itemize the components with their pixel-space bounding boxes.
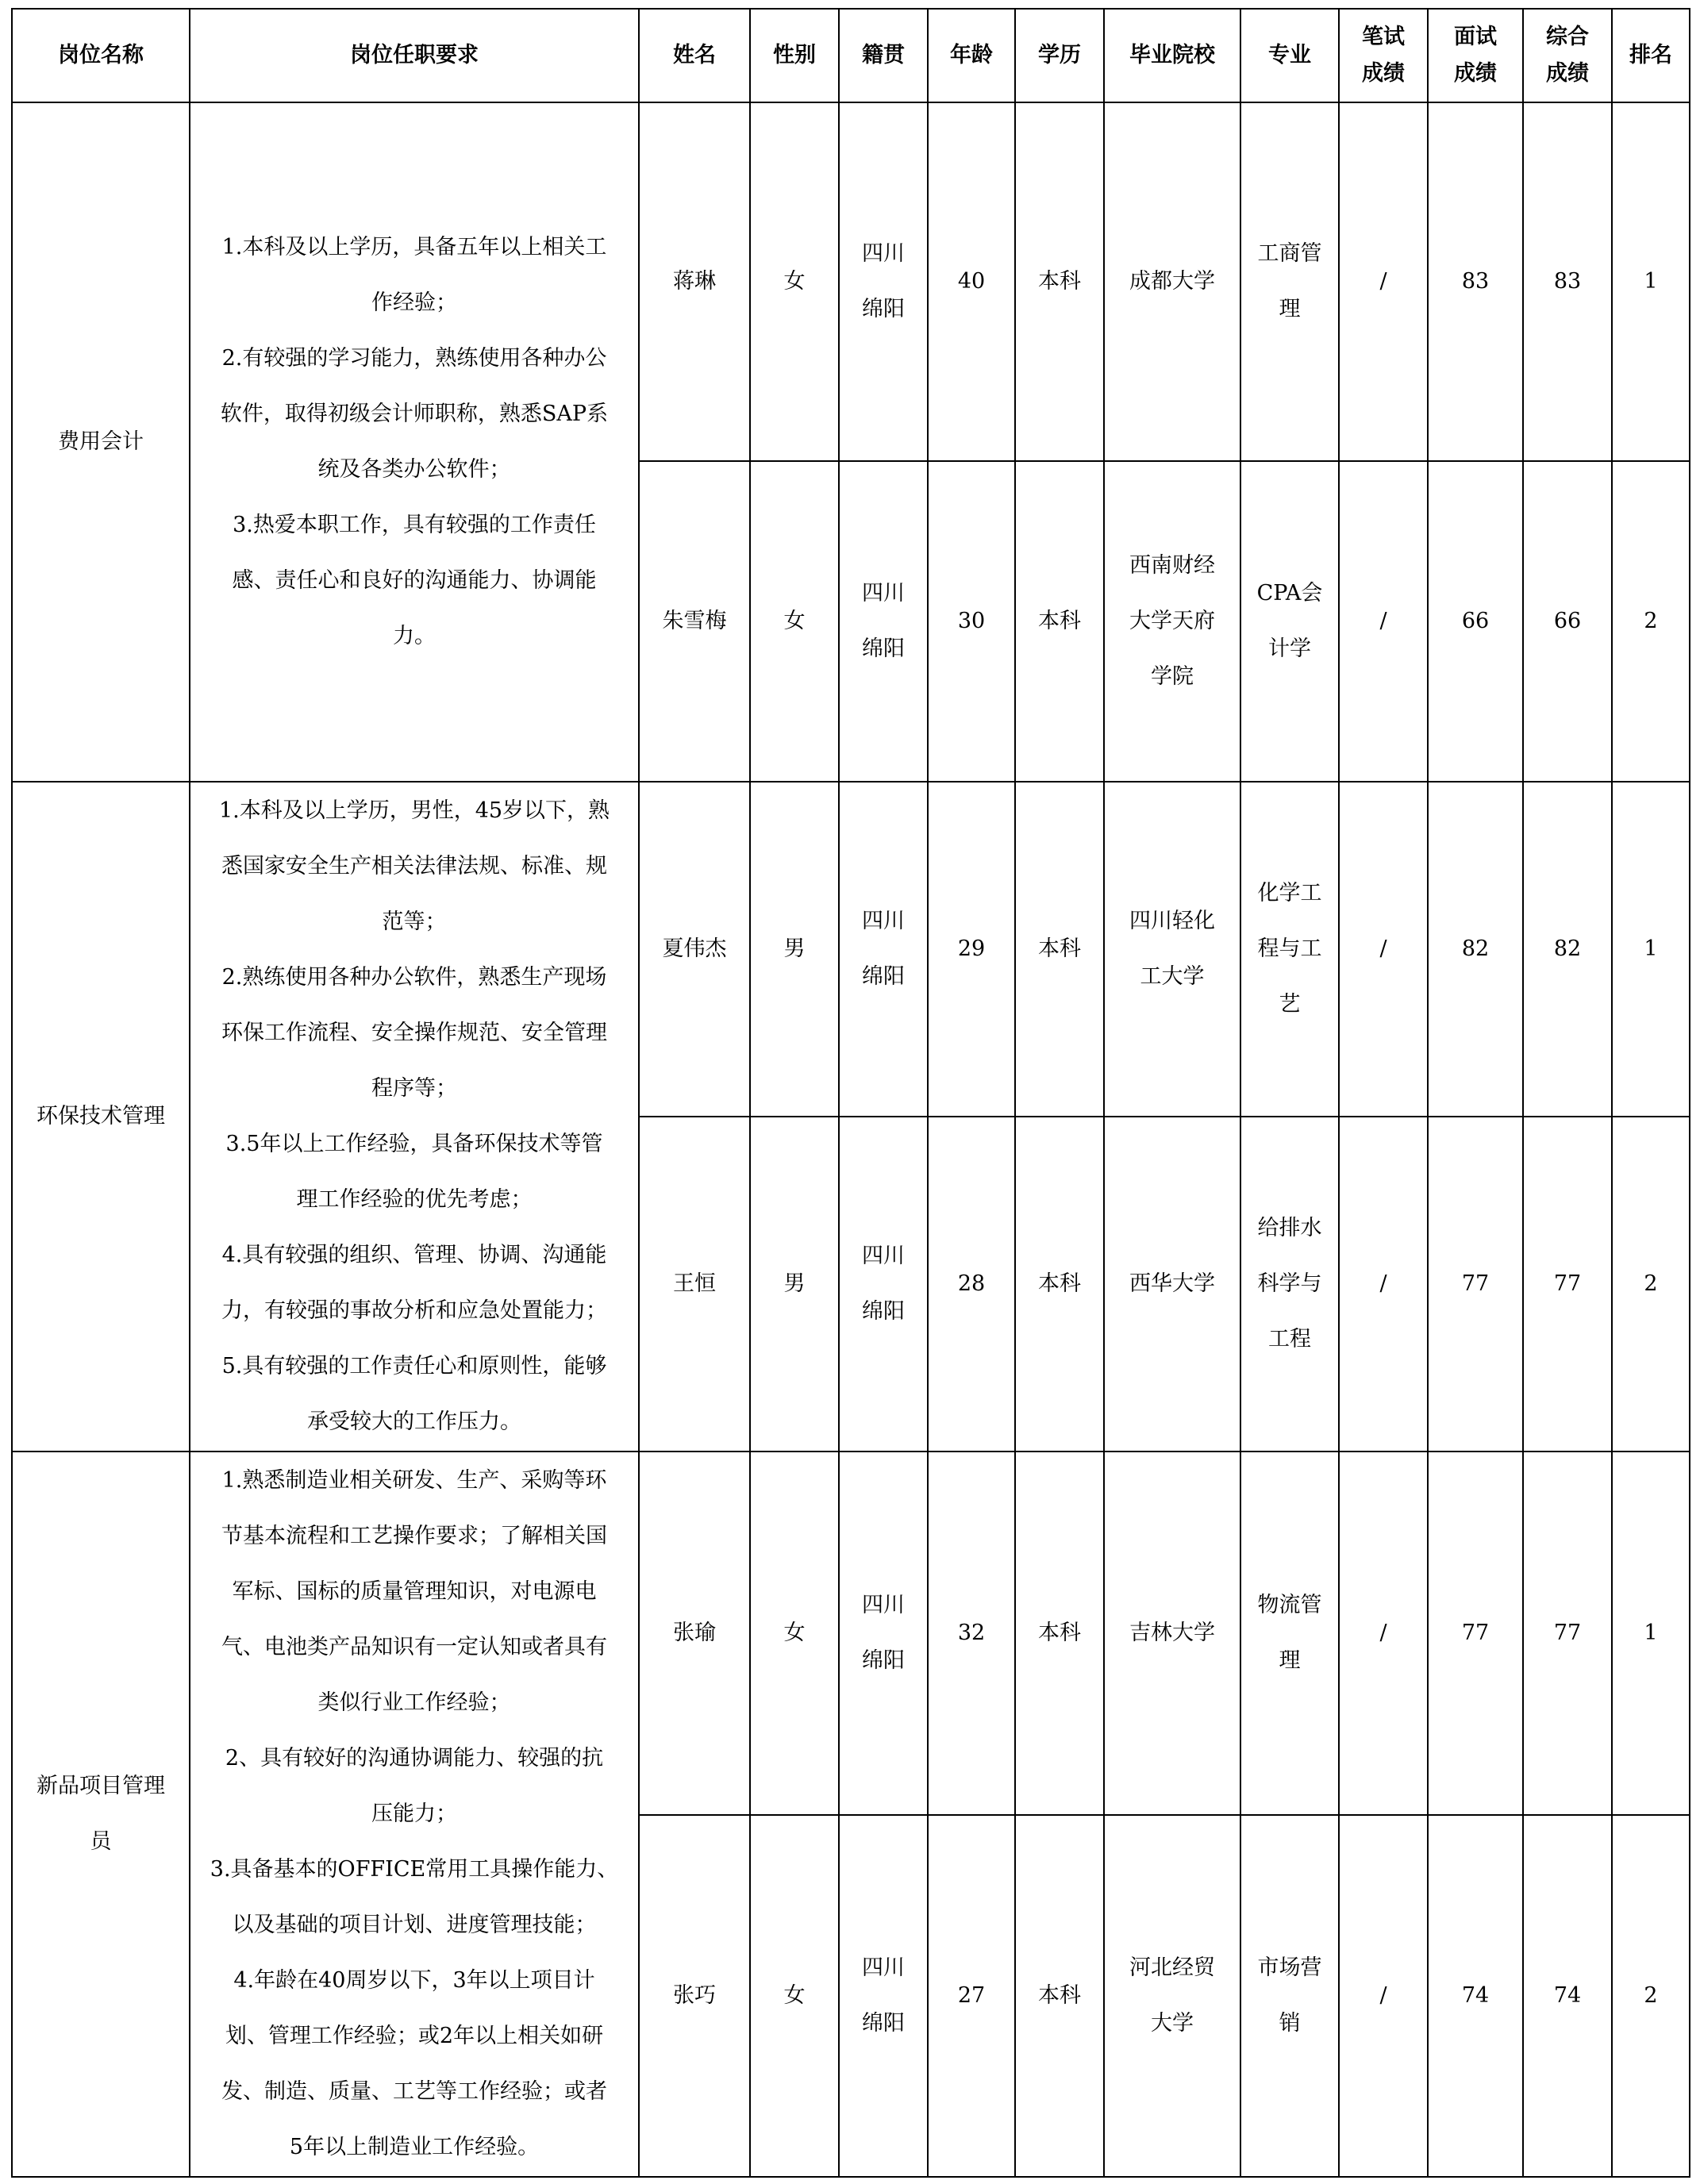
major-cell: [1240, 782, 1339, 1117]
school-line: 西华大学: [1129, 1271, 1215, 1296]
gender-cell: 女: [750, 102, 839, 461]
req-line: 软件，取得初级会计师职称，熟悉SAP系: [220, 402, 609, 426]
req-line: 感、责任心和良好的沟通能力、协调能: [232, 568, 597, 593]
origin-line: 四川: [862, 1593, 905, 1617]
origin-line: 绵阳: [862, 1648, 905, 1673]
req-line: 3.5年以上工作经验，具备环保技术等管: [225, 1132, 603, 1156]
school-line: 成都大学: [1129, 269, 1215, 294]
major-line: 艺: [1279, 992, 1301, 1017]
interview-cell: 74: [1428, 1815, 1523, 2177]
major-line: 销: [1279, 2011, 1301, 2036]
origin-cell: [839, 461, 928, 782]
req-line: 发、制造、质量、工艺等工作经验；或者: [221, 2079, 607, 2104]
name-cell: 张巧: [639, 1815, 750, 2177]
name-cell: 王恒: [639, 1117, 750, 1452]
rank-cell: 1: [1612, 782, 1690, 1117]
col-total-l2: 成绩: [1546, 61, 1589, 86]
table-row: [12, 782, 1690, 1117]
requirements-cell: [190, 782, 639, 1452]
position-line: 员: [90, 1829, 112, 1854]
req-line: 5年以上制造业工作经验。: [289, 2135, 540, 2159]
col-origin: 籍贯: [839, 9, 928, 102]
origin-cell: [839, 1117, 928, 1452]
origin-line: 四川: [862, 1955, 905, 1980]
col-education: 学历: [1015, 9, 1104, 102]
col-rank: 排名: [1612, 9, 1690, 102]
age-cell: 30: [928, 461, 1015, 782]
req-line: 悉国家安全生产相关法律法规、标准、规: [221, 854, 607, 879]
major-cell: [1240, 1117, 1339, 1452]
req-line: 以及基础的项目计划、进度管理技能；: [232, 1913, 597, 1937]
results-table: [11, 8, 1690, 2178]
name-cell: 蒋琳: [639, 102, 750, 461]
position-line: 新品项目管理: [37, 1774, 165, 1798]
written-cell: /: [1339, 102, 1428, 461]
rank-cell: 2: [1612, 461, 1690, 782]
major-line: 市场营: [1257, 1955, 1322, 1980]
req-line: 范等；: [382, 909, 447, 934]
total-cell: 77: [1523, 1452, 1612, 1815]
name-cell: 夏伟杰: [639, 782, 750, 1117]
origin-line: 绵阳: [862, 2011, 905, 2036]
interview-cell: 82: [1428, 782, 1523, 1117]
major-line: 理: [1279, 297, 1301, 321]
major-cell: [1240, 461, 1339, 782]
age-cell: 27: [928, 1815, 1015, 2177]
col-age: 年龄: [928, 9, 1015, 102]
school-cell: [1104, 1452, 1240, 1815]
origin-cell: [839, 102, 928, 461]
req-line: 3.热爱本职工作，具有较强的工作责任: [233, 513, 596, 537]
major-line: 化学工: [1257, 881, 1322, 906]
age-cell: 28: [928, 1117, 1015, 1452]
major-cell: [1240, 1452, 1339, 1815]
education-cell: 本科: [1015, 782, 1104, 1117]
col-name: 姓名: [639, 9, 750, 102]
req-line: 2、具有较好的沟通协调能力、较强的抗: [225, 1746, 604, 1771]
interview-cell: 83: [1428, 102, 1523, 461]
req-line: 作经验；: [371, 290, 457, 315]
education-cell: 本科: [1015, 1815, 1104, 2177]
total-cell: 82: [1523, 782, 1612, 1117]
req-line: 2.熟练使用各种办公软件，熟悉生产现场: [221, 965, 607, 990]
major-line: 给排水: [1257, 1216, 1322, 1240]
school-line: 吉林大学: [1129, 1621, 1215, 1645]
education-cell: 本科: [1015, 1452, 1104, 1815]
school-line: 大学天府: [1129, 609, 1215, 633]
rank-cell: 2: [1612, 1117, 1690, 1452]
school-line: 学院: [1151, 664, 1194, 689]
req-line: 环保工作流程、安全操作规范、安全管理: [221, 1021, 607, 1045]
req-line: 1.本科及以上学历，具备五年以上相关工: [221, 235, 607, 260]
requirements-cell: [190, 102, 639, 782]
school-line: 河北经贸: [1129, 1955, 1215, 1980]
req-line: 气、电池类产品知识有一定认知或者具有: [221, 1635, 607, 1659]
req-line: 力，有较强的事故分析和应急处置能力；: [221, 1298, 607, 1323]
age-cell: 40: [928, 102, 1015, 461]
rank-cell: 2: [1612, 1815, 1690, 2177]
written-cell: /: [1339, 782, 1428, 1117]
major-line: 物流管: [1257, 1593, 1322, 1617]
major-line: 理: [1279, 1648, 1301, 1673]
col-school: 毕业院校: [1104, 9, 1240, 102]
req-line: 4.年龄在40周岁以下，3年以上项目计: [233, 1968, 595, 1993]
origin-line: 绵阳: [862, 636, 905, 661]
origin-cell: [839, 782, 928, 1117]
school-cell: [1104, 1117, 1240, 1452]
origin-line: 四川: [862, 241, 905, 266]
major-line: 程与工: [1257, 936, 1322, 961]
interview-cell: 66: [1428, 461, 1523, 782]
req-line: 承受较大的工作压力。: [307, 1409, 521, 1434]
origin-line: 四川: [862, 581, 905, 606]
req-line: 节基本流程和工艺操作要求；了解相关国: [221, 1524, 607, 1548]
position-cell: 费用会计: [12, 102, 190, 782]
gender-cell: 男: [750, 1117, 839, 1452]
requirements-cell: [190, 1452, 639, 2177]
table-row: [12, 1452, 1690, 1815]
col-requirements: 岗位任职要求: [190, 9, 639, 102]
age-cell: 32: [928, 1452, 1015, 1815]
position-cell: [12, 1452, 190, 2177]
origin-line: 绵阳: [862, 964, 905, 989]
position-cell: 环保技术管理: [12, 782, 190, 1452]
name-cell: 张瑜: [639, 1452, 750, 1815]
rank-cell: 1: [1612, 1452, 1690, 1815]
col-total-l1: 综合: [1546, 25, 1589, 49]
req-line: 4.具有较强的组织、管理、协调、沟通能: [221, 1243, 607, 1267]
origin-line: 四川: [862, 1244, 905, 1268]
major-cell: [1240, 1815, 1339, 2177]
name-cell: 朱雪梅: [639, 461, 750, 782]
req-line: 类似行业工作经验；: [317, 1690, 511, 1715]
school-cell: [1104, 1815, 1240, 2177]
req-line: 划、管理工作经验；或2年以上相关如研: [225, 2024, 604, 2048]
col-interview: [1428, 9, 1523, 102]
school-line: 四川轻化: [1129, 909, 1215, 933]
req-line: 理工作经验的优先考虑；: [296, 1187, 533, 1212]
header-row: [12, 9, 1690, 102]
school-cell: [1104, 782, 1240, 1117]
total-cell: 74: [1523, 1815, 1612, 2177]
req-line: 1.本科及以上学历，男性，45岁以下，熟: [218, 798, 610, 823]
origin-line: 绵阳: [862, 297, 905, 321]
origin-cell: [839, 1815, 928, 2177]
education-cell: 本科: [1015, 461, 1104, 782]
col-position: 岗位名称: [12, 9, 190, 102]
gender-cell: 男: [750, 782, 839, 1117]
written-cell: /: [1339, 1815, 1428, 2177]
total-cell: 66: [1523, 461, 1612, 782]
total-cell: 77: [1523, 1117, 1612, 1452]
age-cell: 29: [928, 782, 1015, 1117]
gender-cell: 女: [750, 461, 839, 782]
req-line: 力。: [393, 624, 436, 648]
col-major: 专业: [1240, 9, 1339, 102]
req-line: 统及各类办公软件；: [317, 457, 511, 482]
req-line: 3.具备基本的OFFICE常用工具操作能力、: [210, 1857, 619, 1882]
gender-cell: 女: [750, 1815, 839, 2177]
school-line: 西南财经: [1129, 553, 1215, 578]
col-written: [1339, 9, 1428, 102]
req-line: 5.具有较强的工作责任心和原则性，能够: [221, 1354, 607, 1378]
major-line: 科学与: [1257, 1271, 1322, 1296]
req-line: 压能力；: [371, 1801, 457, 1826]
origin-cell: [839, 1452, 928, 1815]
req-line: 2.有较强的学习能力，熟练使用各种办公: [221, 346, 607, 371]
col-written-l1: 笔试: [1362, 25, 1405, 49]
school-cell: [1104, 461, 1240, 782]
major-line: 工商管: [1257, 241, 1322, 266]
origin-line: 绵阳: [862, 1299, 905, 1324]
major-line: CPA会: [1256, 581, 1323, 606]
col-gender: 性别: [750, 9, 839, 102]
school-cell: [1104, 102, 1240, 461]
school-line: 工大学: [1140, 964, 1205, 989]
interview-cell: 77: [1428, 1452, 1523, 1815]
written-cell: /: [1339, 1117, 1428, 1452]
school-line: 大学: [1151, 2011, 1194, 2036]
table-row: [12, 102, 1690, 461]
col-interview-l1: 面试: [1454, 25, 1497, 49]
written-cell: /: [1339, 461, 1428, 782]
col-total: [1523, 9, 1612, 102]
origin-line: 四川: [862, 909, 905, 933]
col-written-l2: 成绩: [1362, 61, 1405, 86]
req-line: 1.熟悉制造业相关研发、生产、采购等环: [221, 1468, 607, 1493]
rank-cell: 1: [1612, 102, 1690, 461]
interview-cell: 77: [1428, 1117, 1523, 1452]
education-cell: 本科: [1015, 1117, 1104, 1452]
education-cell: 本科: [1015, 102, 1104, 461]
written-cell: /: [1339, 1452, 1428, 1815]
total-cell: 83: [1523, 102, 1612, 461]
major-line: 工程: [1268, 1327, 1311, 1352]
req-line: 程序等；: [371, 1076, 457, 1101]
major-cell: [1240, 102, 1339, 461]
major-line: 计学: [1268, 636, 1311, 661]
gender-cell: 女: [750, 1452, 839, 1815]
col-interview-l2: 成绩: [1454, 61, 1497, 86]
req-line: 军标、国标的质量管理知识，对电源电: [232, 1579, 597, 1604]
